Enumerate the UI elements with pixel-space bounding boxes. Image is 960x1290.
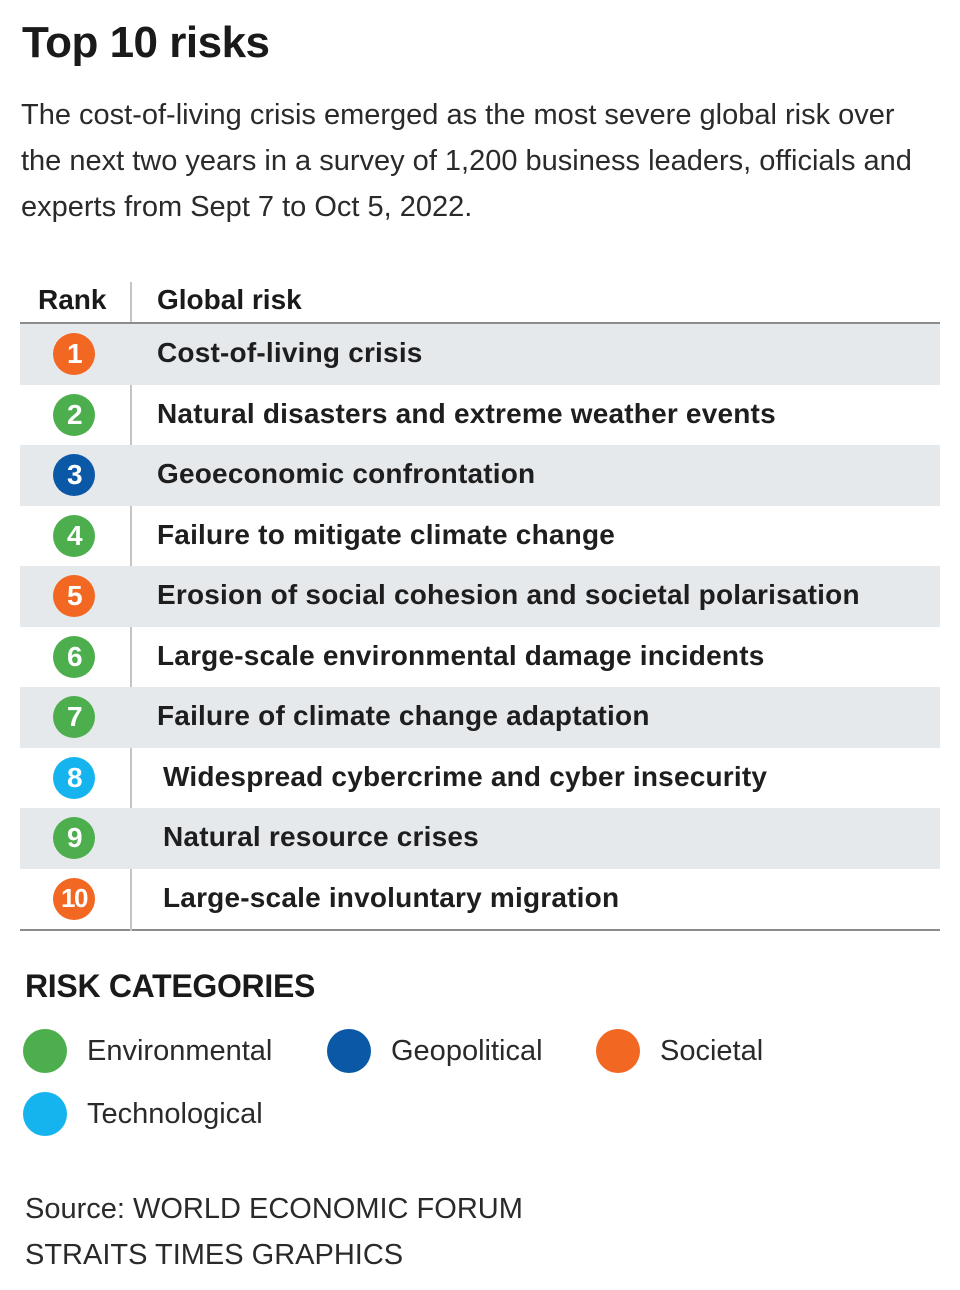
table-row: [20, 385, 940, 446]
table-header: [20, 278, 940, 324]
table-body: [20, 324, 940, 929]
source-credit: [25, 1186, 523, 1278]
table-row: [20, 869, 940, 930]
legend-item-societal: [596, 1029, 763, 1073]
table-row: [20, 566, 940, 627]
legend-item-technological: [23, 1092, 263, 1136]
risk-label: Erosion of social cohesion and societal polarisation: [157, 579, 860, 610]
risk-label: Geoeconomic confrontation: [157, 458, 536, 489]
rank-badge: 1: [53, 333, 95, 375]
table-bottom-rule: [20, 929, 940, 931]
risk-label: Natural resource crises: [163, 821, 479, 852]
table-row: [20, 687, 940, 748]
legend-swatch-geopolitical: [327, 1029, 371, 1073]
rank-badge: 5: [53, 575, 95, 617]
rank-badge: 6: [53, 636, 95, 678]
rank-badge: 2: [53, 394, 95, 436]
header-global-risk: Global risk: [157, 284, 302, 315]
rank-badge: 3: [53, 454, 95, 496]
risk-label: Failure to mitigate climate change: [157, 518, 616, 550]
legend-item-geopolitical: [327, 1029, 543, 1073]
rank-badge: 4: [53, 515, 95, 557]
page-title: Top 10 risks: [22, 18, 270, 67]
risk-table: [20, 278, 940, 931]
legend-label: Environmental: [87, 1034, 273, 1067]
source-line: Source: WORLD ECONOMIC FORUM: [25, 1193, 523, 1225]
subtitle: The cost-of-living crisis emerged as the most severe global risk over the next two years in a survey of 1,200 business leaders, officials and experts from Sept 7 to Oct 5, 2022.: [21, 99, 912, 223]
legend-label: Societal: [660, 1034, 764, 1067]
risk-label: Large-scale involuntary migration: [163, 881, 620, 913]
legend-label: Geopolitical: [391, 1034, 543, 1067]
legend-swatch-technological: [23, 1092, 67, 1136]
risk-label: Failure of climate change adaptation: [157, 700, 650, 731]
rank-badge: 8: [53, 757, 95, 799]
risk-label: Cost-of-living crisis: [157, 337, 423, 368]
legend-item-environmental: [23, 1029, 272, 1073]
table-row: [20, 808, 940, 869]
rank-badge: 10: [53, 878, 95, 920]
table-row: [20, 627, 940, 688]
risk-label: Large-scale environmental damage incidents: [157, 639, 765, 671]
rank-badge: 9: [53, 817, 95, 859]
table-row: [20, 445, 940, 506]
header-rank: Rank: [38, 284, 107, 315]
table-row: [20, 748, 940, 809]
rank-badge: 7: [53, 696, 95, 738]
credit-line: STRAITS TIMES GRAPHICS: [25, 1239, 404, 1271]
legend-label: Technological: [87, 1097, 263, 1130]
table-row: [20, 324, 940, 385]
legend-swatch-environmental: [23, 1029, 67, 1073]
table-row: [20, 506, 940, 567]
legend-title: RISK CATEGORIES: [25, 968, 316, 1004]
risk-label: Natural disasters and extreme weather events: [157, 397, 776, 429]
legend-swatch-societal: [596, 1029, 640, 1073]
risk-label: Widespread cybercrime and cyber insecurity: [163, 760, 768, 792]
